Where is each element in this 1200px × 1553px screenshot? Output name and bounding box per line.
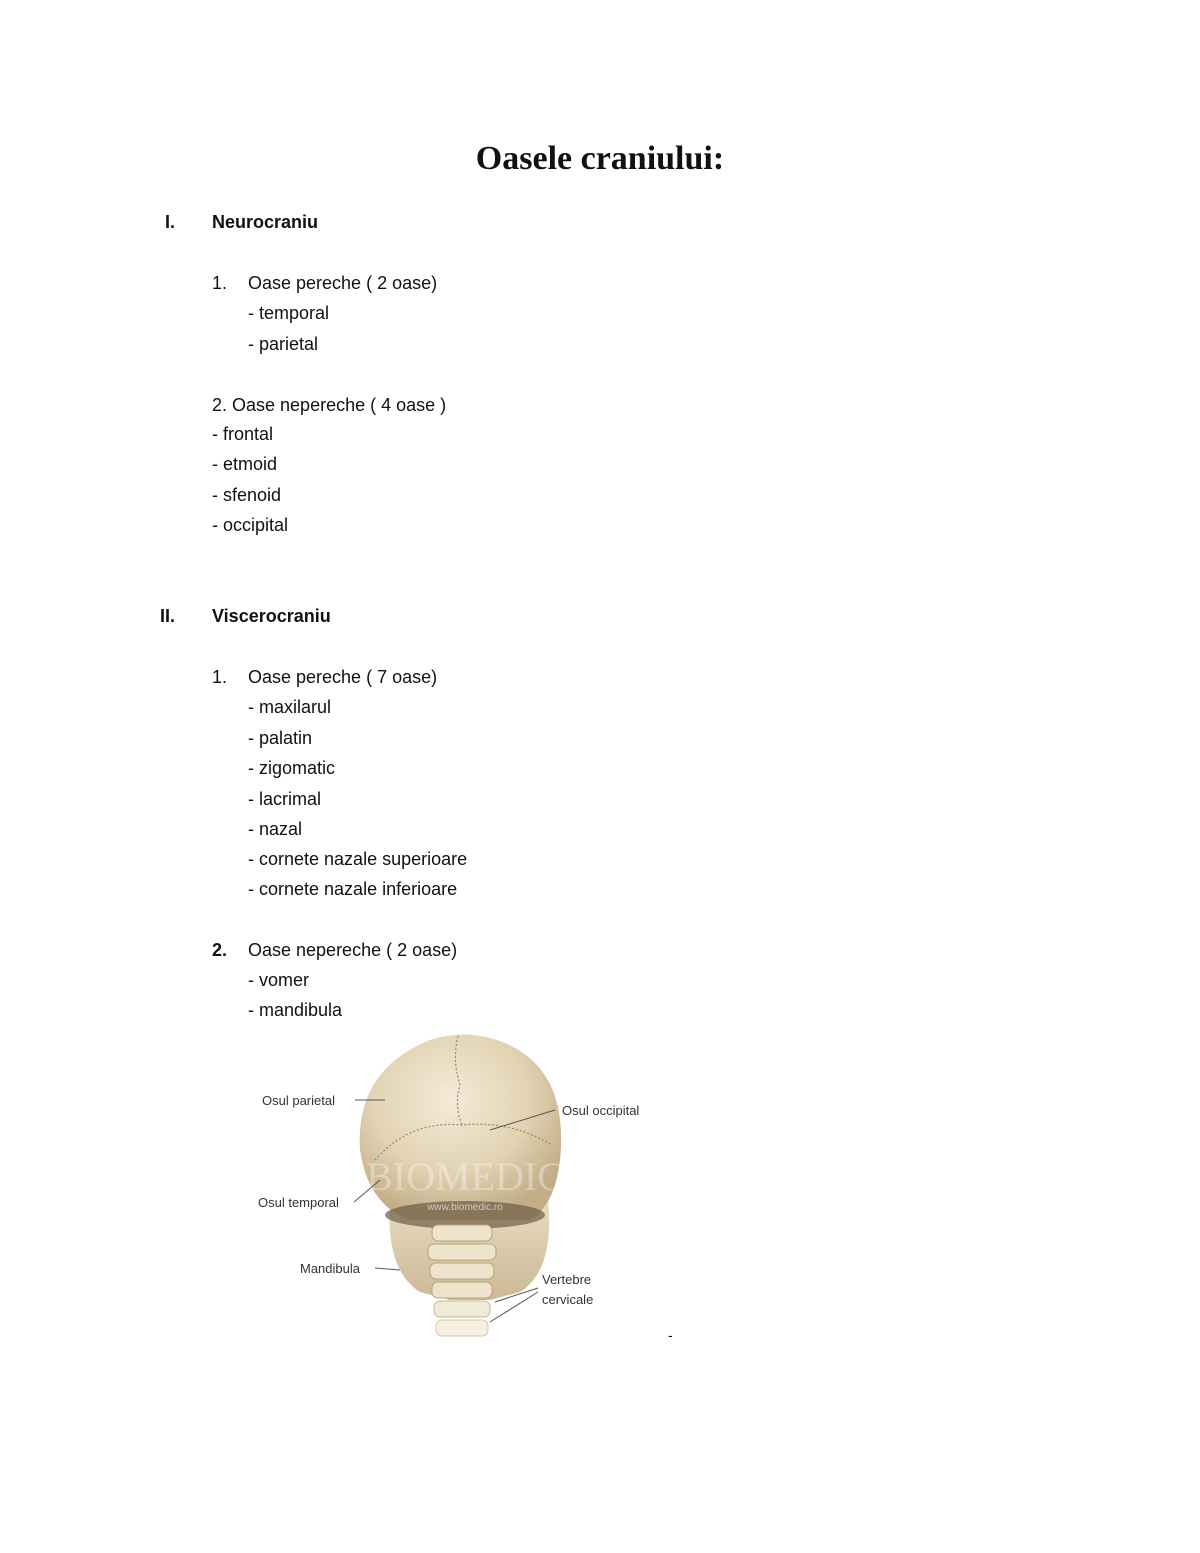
list-item: - temporal xyxy=(248,303,330,323)
label-occipital: Osul occipital xyxy=(562,1103,640,1118)
label-vertebre: Vertebre xyxy=(542,1272,592,1287)
label-temporal: Osul temporal xyxy=(258,1195,339,1210)
section-heading: Viscerocraniu xyxy=(212,606,331,626)
vertebra xyxy=(432,1282,492,1298)
list-item: - maxilarul xyxy=(248,697,332,717)
trailing-mark: - xyxy=(668,1327,673,1343)
label-cervicale: cervicale xyxy=(542,1292,594,1307)
group-label: Oase pereche ( 7 oase) xyxy=(248,667,438,687)
list-item: - sfenoid xyxy=(212,485,282,505)
section-numeral: II. xyxy=(160,606,176,626)
watermark-url: www.biomedic.ro xyxy=(427,1202,503,1213)
vertebra xyxy=(430,1263,494,1279)
vertebra xyxy=(436,1320,488,1336)
list-item: - vomer xyxy=(248,970,310,990)
list-item: - etmoid xyxy=(212,454,278,474)
list-item: - parietal xyxy=(248,334,319,354)
vertebra xyxy=(432,1225,492,1241)
list-item: - cornete nazale superioare xyxy=(248,849,468,869)
section-numeral: I. xyxy=(165,212,176,232)
skull-drawing xyxy=(250,1030,680,1350)
label-parietal: Osul parietal xyxy=(262,1093,335,1108)
page-title: Oasele craniului: xyxy=(475,140,725,177)
vertebra xyxy=(428,1244,496,1260)
list-item: - lacrimal xyxy=(248,789,322,809)
watermark: BIOMEDIC xyxy=(366,1154,564,1199)
group-label: Oase nepereche ( 2 oase) xyxy=(248,940,458,960)
list-number: 1. xyxy=(212,667,228,687)
leader-line xyxy=(375,1268,400,1270)
label-mandibula: Mandibula xyxy=(300,1261,360,1276)
list-item: - cornete nazale inferioare xyxy=(248,879,458,899)
list-item: - nazal xyxy=(248,819,303,839)
group-label: 2. Oase nepereche ( 4 oase ) xyxy=(212,395,447,415)
vertebra xyxy=(434,1301,490,1317)
list-item: - frontal xyxy=(212,424,274,444)
list-item: - palatin xyxy=(248,728,313,748)
group-label: Oase pereche ( 2 oase) xyxy=(248,273,438,293)
skull-illustration xyxy=(250,1030,680,1350)
section-heading: Neurocraniu xyxy=(212,212,319,232)
list-item: - occipital xyxy=(212,515,289,535)
list-item: - mandibula xyxy=(248,1000,343,1020)
list-number: 2. xyxy=(212,940,228,960)
list-item: - zigomatic xyxy=(248,758,336,778)
list-number: 1. xyxy=(212,273,228,293)
